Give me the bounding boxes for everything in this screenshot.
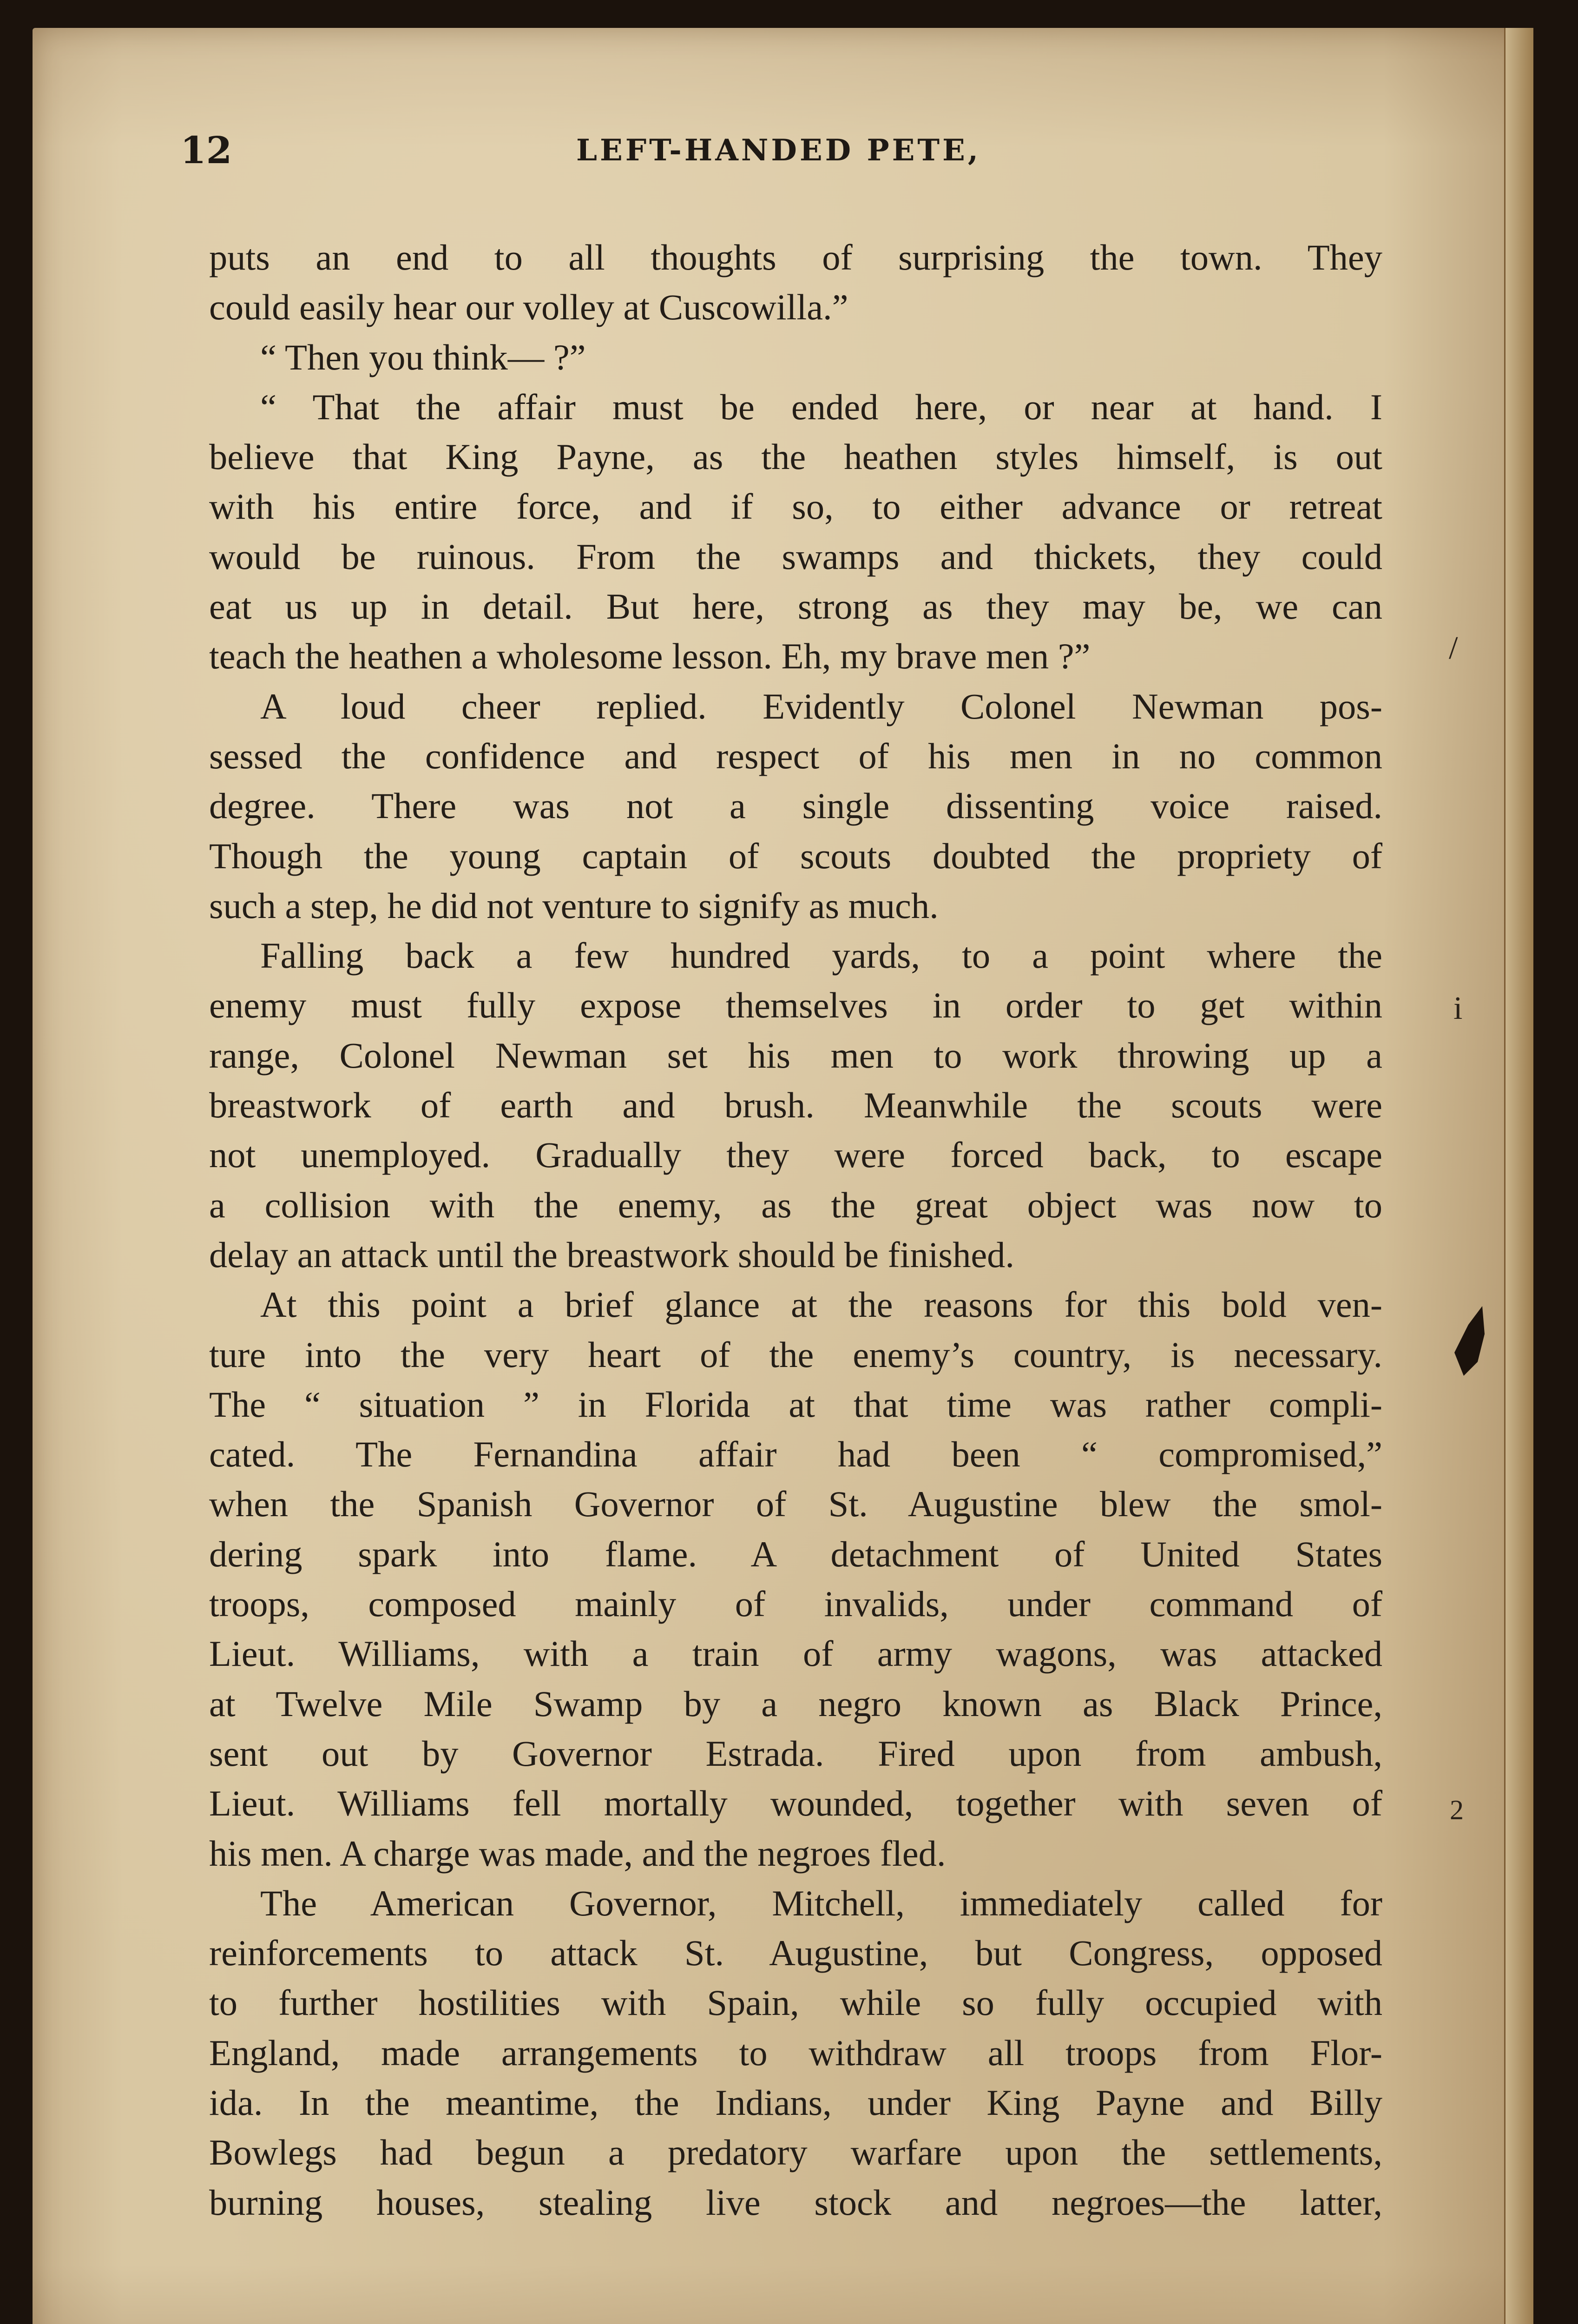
text-line: “ Then you think— ?” (260, 337, 586, 377)
text-line: believe that King Payne, as the heathen styles himself, is out (209, 436, 1382, 477)
page-number: 12 (180, 128, 232, 172)
text-line: reinforcements to attack St. Augustine, but Congress, opposed (209, 1933, 1382, 1974)
text-line: England, made arrangements to withdraw all troops from Flor- (209, 2032, 1382, 2073)
margin-tick-mark: / (1449, 630, 1458, 666)
text-line: A loud cheer replied. Evidently Colonel Newman pos- (260, 686, 1382, 726)
text-line: teach the heathen a wholesome lesson. Eh, my brave men ?” (209, 636, 1091, 677)
text-line: puts an end to all thoughts of surprising the town. They (209, 237, 1382, 277)
text-line: delay an attack until the breastwork should be finished. (209, 1234, 1015, 1275)
text-line: “ That the affair must be ended here, or near at hand. I (260, 386, 1382, 427)
text-line: Lieut. Williams, with a train of army wagons, was attacked (209, 1633, 1382, 1674)
text-line: sessed the confidence and respect of his men in no common (209, 735, 1382, 776)
text-line: enemy must fully expose themselves in order to get within (209, 985, 1382, 1026)
text-line: when the Spanish Governor of St. Augustine blew the smol- (209, 1484, 1382, 1525)
text-line: at Twelve Mile Swamp by a negro known as Black Prince, (209, 1683, 1382, 1724)
text-line: Bowlegs had begun a predatory warfare upon the settlements, (209, 2132, 1382, 2173)
text-line: not unemployed. Gradually they were forced back, to escape (209, 1135, 1382, 1175)
text-line: his men. A charge was made, and the negroes fled. (209, 1833, 946, 1874)
text-line: troops, composed mainly of invalids, under command of (209, 1584, 1382, 1624)
text-line: ture into the very heart of the enemy’s country, is necessary. (209, 1334, 1382, 1375)
text-line: dering spark into flame. A detachment of United States (209, 1533, 1382, 1574)
text-line: could easily hear our volley at Cuscowilla.” (209, 287, 848, 328)
text-line: The American Governor, Mitchell, immediately called for (260, 1882, 1382, 1923)
margin-tick-mark: i (1453, 990, 1463, 1026)
text-line: such a step, he did not venture to signify as much. (209, 885, 939, 926)
text-line: sent out by Governor Estrada. Fired upon from ambush, (209, 1733, 1382, 1774)
margin-tick-mark: 2 (1450, 1795, 1464, 1825)
page-spine-edge (1504, 28, 1533, 2324)
text-line: range, Colonel Newman set his men to work throwing up a (209, 1035, 1382, 1076)
page-tear-mark (1450, 1297, 1501, 1390)
text-line: to further hostilities with Spain, while so fully occupied with (209, 1982, 1382, 2023)
text-line: ida. In the meantime, the Indians, under King Payne and Billy (209, 2082, 1382, 2123)
text-line: burning houses, stealing live stock and negroes—the latter, (209, 2182, 1382, 2223)
text-line: cated. The Fernandina affair had been “ compromised,” (209, 1434, 1382, 1475)
text-line: breastwork of earth and brush. Meanwhile the scouts were (209, 1085, 1382, 1126)
text-line: with his entire force, and if so, to either advance or retreat (209, 486, 1382, 527)
text-line: Though the young captain of scouts doubted the propriety of (209, 835, 1382, 876)
text-line: eat us up in detail. But here, strong as they may be, we can (209, 586, 1382, 627)
text-line: a collision with the enemy, as the great object was now to (209, 1184, 1382, 1225)
text-line: degree. There was not a single dissenting voice raised. (209, 786, 1382, 826)
running-head (180, 128, 1377, 179)
text-line: would be ruinous. From the swamps and thickets, they could (209, 536, 1382, 577)
text-line: Lieut. Williams fell mortally wounded, together with seven of (209, 1783, 1382, 1824)
text-line: Falling back a few hundred yards, to a point where the (260, 935, 1382, 976)
text-line: At this point a brief glance at the reasons for this bold ven- (260, 1284, 1382, 1325)
running-title: LEFT-HANDED PETE, (576, 133, 981, 168)
body-text (209, 232, 1382, 2227)
text-line: The “ situation ” in Florida at that time was rather compli- (209, 1384, 1382, 1425)
